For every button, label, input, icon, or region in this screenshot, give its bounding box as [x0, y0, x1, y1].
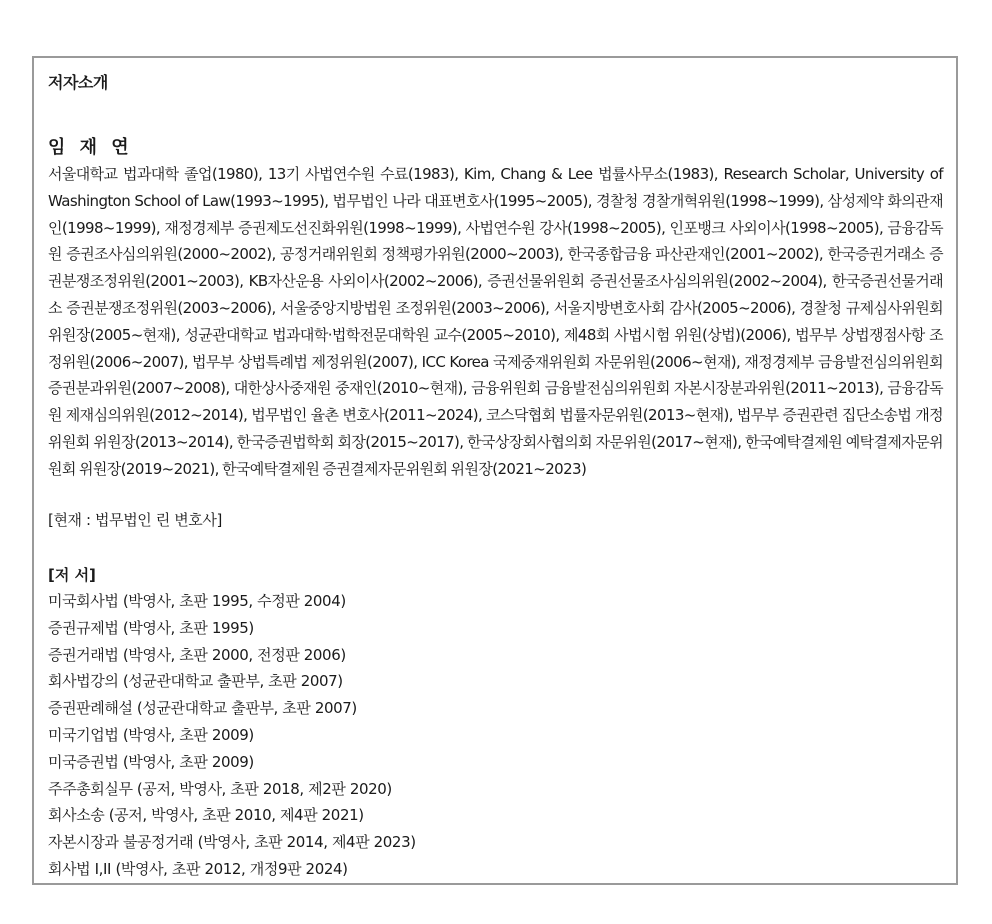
- book-item: 회사소송 (공저, 박영사, 초판 2010, 제4판 2021): [48, 806, 364, 825]
- book-item: 주주총회실무 (공저, 박영사, 초판 2018, 제2판 2020): [48, 779, 392, 798]
- books-list: [48, 588, 416, 883]
- section-title: 저자소개: [48, 73, 108, 92]
- book-item: 증권거래법 (박영사, 초판 2000, 전정판 2006): [48, 645, 346, 664]
- book-item: 미국증권법 (박영사, 초판 2009): [48, 752, 254, 771]
- book-item: 증권판례해설 (성균관대학교 출판부, 초판 2007): [48, 699, 357, 718]
- book-item: 자본시장과 불공정거래 (박영사, 초판 2014, 제4판 2023): [48, 833, 416, 852]
- book-item: 증권규제법 (박영사, 초판 1995): [48, 618, 254, 637]
- book-item: 회사법강의 (성균관대학교 출판부, 초판 2007): [48, 672, 343, 691]
- current-position: [현재 : 법무법인 린 변호사]: [48, 511, 222, 529]
- book-item: 미국회사법 (박영사, 초판 1995, 수정판 2004): [48, 592, 346, 610]
- author-name: 임 재 연: [48, 137, 133, 158]
- author-bio: 서울대학교 법과대학 졸업(1980), 13기 사법연수원 수료(1983), Kim, Chang & Lee 법률사무소(1983), Research Scholar, University of Washington School of Law(1993~1995), 법무법인 나라 대표변호사(1995~2005), 경찰청 경찰개혁위원(1998~1999), 삼성제약 화의관재인(1998~1999), 재정경제부 증권제도선진화위원(1998~1999), 사법연수원 강사(1998~2005), 인포뱅크 사외이사(1998~2005), 금융감독원 증권조사심의위원(2000~2002), 공정거래위원회 정책평가위원(2000~2003), 한국종합금융 파산관재인(2001~2002), 한국증권거래소 증권분쟁조정위원(2001~2003), KB자산운용 사외이사(2002~2006), 증권선물위원회 증권선물조사심의위원(2002~2004), 한국증권선물거래소 증권분쟁조정위원(2003~2006), 서울중앙지방법원 조정위원(2003~2006), 서울지방변호사회 감사(2005~2006), 경찰청 규제심사위원회 위원장(2005~현재), 성균관대학교 법과대학·법학전문대학원 교수(2005~2010), 제48회 사법시험 위원(상법)(2006), 법무부 상법쟁점사항 조정위원(2006~2007), 법무부 상법특례법 제정위원(2007), ICC Korea 국제중재위원회 자문위원(2006~현재), 재정경제부 금융발전심의위원회 증권분과위원(2007~2008), 대한상사중재원 중재인(2010~현재), 금융위원회 금융발전심의위원회 자본시장분과위원(2011~2013), 금융감독원 제재심의위원(2012~2014), 법무법인 율촌 변호사(2011~2024), 코스닥협회 법률자문위원(2013~현재), 법무부 증권관련 집단소송법 개정위원회 위원장(2013~2014), 한국증권법학회 회장(2015~2017), 한국상장회사협의회 자문위원(2017~현재), 한국예탁결제원 예탁결제자문위원회 위원장(2019~2021), 한국예탁결제원 증권결제자문위원회 위원장(2021~2023): [48, 165, 943, 478]
- book-item: 미국기업법 (박영사, 초판 2009): [48, 725, 254, 744]
- book-item: 회사법 I,II (박영사, 초판 2012, 개정9판 2024): [48, 859, 348, 878]
- books-heading: [저 서]: [48, 566, 96, 584]
